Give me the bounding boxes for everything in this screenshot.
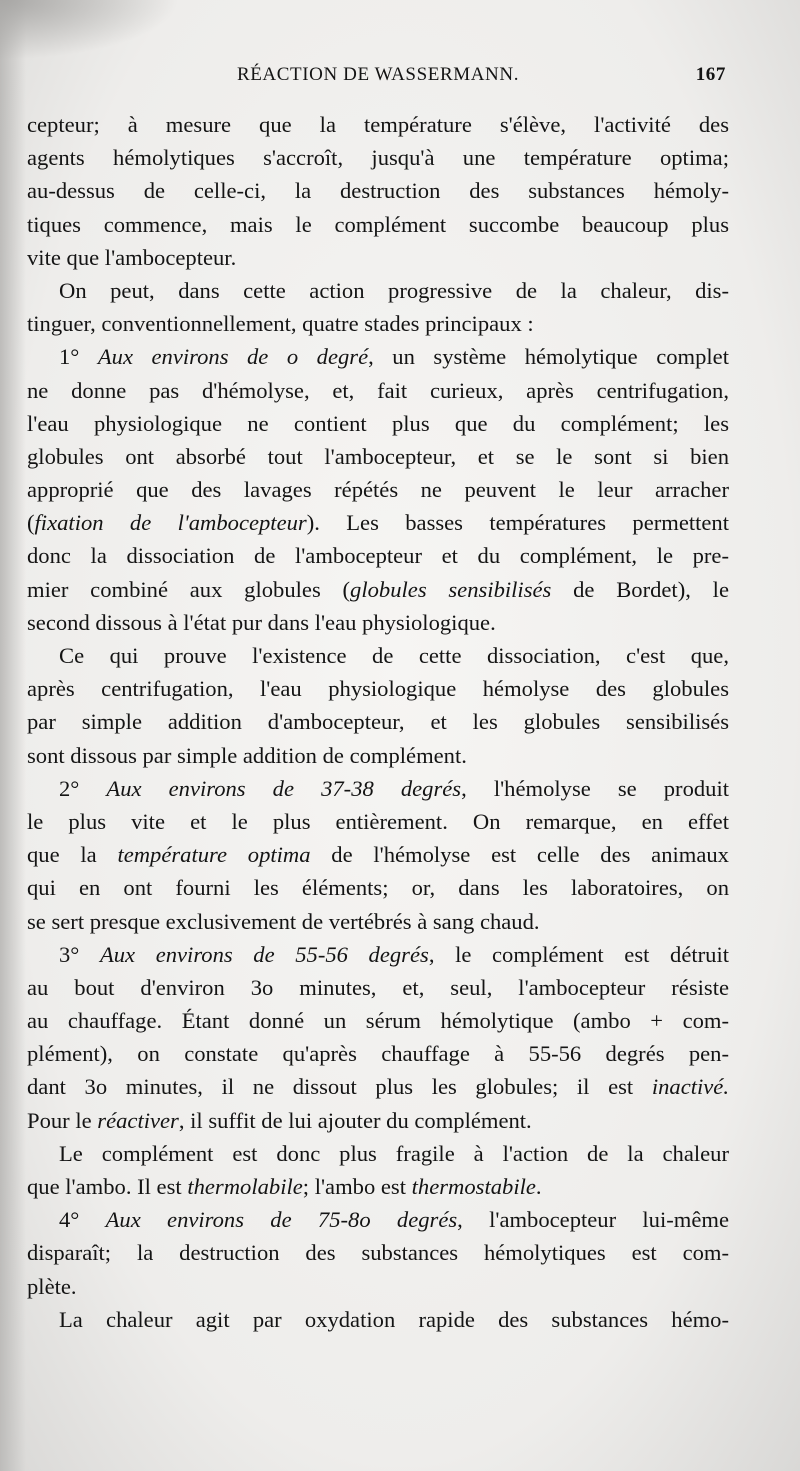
text-line — [27, 871, 729, 904]
text-segment: , un système hémolytique complet — [368, 344, 729, 370]
text-line — [27, 1004, 729, 1037]
text-segment: Le complément est donc plus fragile à l'action de la chaleur — [59, 1140, 729, 1166]
text-segment: que l'ambo. Il est — [27, 1174, 188, 1199]
text-line — [27, 1070, 729, 1103]
text-segment: On peut, dans cette action progressive de la chaleur, dis- — [59, 277, 729, 303]
page-corner-shadow — [0, 0, 180, 60]
text-line — [27, 506, 729, 539]
text-line — [27, 573, 729, 606]
text-segment: ( — [27, 510, 35, 536]
italic-phrase: température optima — [117, 842, 311, 868]
text-segment: le plus vite et le plus entièrement. On remarque, en effet — [27, 808, 729, 834]
text-line — [27, 1236, 729, 1269]
text-segment: ne donne pas d'hémolyse, et, fait curieux, après centrifugation, — [27, 377, 729, 403]
text-segment: plète. — [27, 1273, 77, 1299]
text-segment: plément), on constate qu'après chauffage à 55-56 degrés pen- — [27, 1041, 729, 1067]
text-line — [27, 1303, 729, 1336]
italic-phrase: fixation de l'ambocepteur — [34, 510, 307, 536]
italic-phrase: Aux environs de 55-56 degrés — [99, 941, 429, 967]
text-segment: 1° — [59, 344, 98, 370]
text-line — [27, 672, 729, 705]
text-segment: sont dissous par simple addition de complément. — [27, 742, 467, 768]
text-segment: , l'ambocepteur lui-même — [457, 1207, 729, 1233]
running-title: RÉACTION DE WASSERMANN. — [236, 64, 520, 85]
text-segment: par simple addition d'ambocepteur, et les globules sensibilisés — [27, 709, 729, 735]
text-line — [27, 905, 729, 938]
body-text — [27, 108, 729, 1336]
text-segment: 2° — [59, 775, 107, 801]
italic-phrase: inactivé. — [651, 1074, 729, 1100]
italic-phrase: globules sensibilisés — [350, 576, 552, 602]
text-segment: se sert presque exclusivement de vertébrés à sang chaud. — [27, 908, 540, 934]
page-shadow-edge — [0, 0, 26, 1471]
text-segment: au-dessus de celle-ci, la destruction des substances hémoly- — [27, 178, 729, 204]
text-line — [27, 739, 729, 772]
text-segment: . — [535, 1174, 542, 1199]
italic-phrase: Aux environs de o degré — [97, 344, 369, 370]
text-segment: Ce qui prouve l'existence de cette dissociation, c'est que, — [59, 643, 729, 668]
text-segment: tinguer, conventionnellement, quatre stades principaux : — [27, 311, 534, 337]
text-segment: l'eau physiologique ne contient plus que du complément; les — [27, 410, 729, 436]
text-segment: , il suffit de lui ajouter du complément. — [178, 1107, 532, 1133]
text-segment: ; l'ambo est — [302, 1174, 412, 1199]
italic-phrase: thermolabile — [187, 1174, 303, 1199]
text-segment: au bout d'environ 3o minutes, et, seul, l'ambocepteur résiste — [27, 974, 729, 1000]
text-segment: de Bordet), le — [551, 576, 729, 602]
text-line — [27, 340, 729, 373]
text-segment: au chauffage. Étant donné un sérum hémolytique (ambo + com- — [27, 1008, 729, 1034]
text-line — [27, 971, 729, 1004]
text-line — [27, 208, 729, 241]
text-segment: , le complément est détruit — [428, 941, 729, 967]
text-segment: agents hémolytiques s'accroît, jusqu'à une température optima; — [27, 145, 729, 171]
italic-phrase: réactiver — [97, 1107, 179, 1133]
text-segment: disparaît; la destruction des substances hémolytiques est com- — [27, 1240, 729, 1266]
italic-phrase: Aux environs de 75-8o degrés — [105, 1207, 458, 1233]
text-line — [27, 174, 729, 207]
text-line — [27, 705, 729, 738]
italic-phrase: thermostabile — [411, 1174, 536, 1199]
text-segment: de l'hémolyse est celle des animaux — [310, 842, 729, 868]
text-line — [27, 606, 729, 639]
text-line — [27, 938, 729, 971]
text-segment: qui en ont fourni les éléments; or, dans les laboratoires, on — [27, 875, 729, 901]
text-line — [27, 539, 729, 572]
text-line — [27, 1104, 729, 1137]
text-segment: que la — [27, 842, 118, 868]
text-line — [27, 639, 729, 672]
text-line — [27, 274, 729, 307]
italic-phrase: Aux environs de 37-38 degrés — [106, 775, 462, 801]
text-segment: dant 3o minutes, il ne dissout plus les globules; il est — [27, 1074, 652, 1100]
text-line — [27, 838, 729, 871]
text-segment: 3° — [59, 941, 100, 967]
text-line — [27, 407, 729, 440]
text-line — [27, 772, 729, 805]
text-line — [27, 473, 729, 506]
text-line — [27, 805, 729, 838]
text-segment: La chaleur agit par oxydation rapide des substances hémo- — [59, 1306, 729, 1332]
text-line — [27, 440, 729, 473]
text-segment: approprié que des lavages répétés ne peuvent le leur arracher — [27, 477, 729, 503]
text-segment: donc la dissociation de l'ambocepteur et du complément, le pre- — [27, 543, 729, 569]
text-segment: après centrifugation, l'eau physiologique hémolyse des globules — [27, 676, 729, 702]
text-segment: tiques commence, mais le complément succombe beaucoup plus — [27, 211, 729, 237]
text-segment: cepteur; à mesure que la température s'élève, l'activité des — [27, 112, 729, 137]
text-line — [27, 1037, 729, 1070]
text-line — [27, 1170, 729, 1203]
text-segment: mier combiné aux globules ( — [27, 576, 351, 602]
text-segment: , l'hémolyse se produit — [461, 775, 729, 801]
text-line — [27, 141, 729, 174]
text-line — [27, 241, 729, 274]
text-line — [27, 374, 729, 407]
text-segment: Pour le — [27, 1107, 98, 1133]
page-number: 167 — [695, 64, 726, 85]
text-segment: 4° — [59, 1207, 106, 1233]
text-line — [27, 1137, 729, 1170]
text-segment: vite que l'ambocepteur. — [27, 244, 237, 270]
text-line — [27, 108, 729, 141]
text-segment: second dissous à l'état pur dans l'eau physiologique. — [27, 609, 496, 635]
text-segment: globules ont absorbé tout l'ambocepteur, et se le sont si bien — [27, 443, 729, 469]
text-line — [27, 1270, 729, 1303]
running-header — [30, 64, 726, 96]
text-line — [27, 1203, 729, 1236]
text-segment: ). Les basses températures permettent — [306, 510, 729, 536]
text-line — [27, 307, 729, 340]
